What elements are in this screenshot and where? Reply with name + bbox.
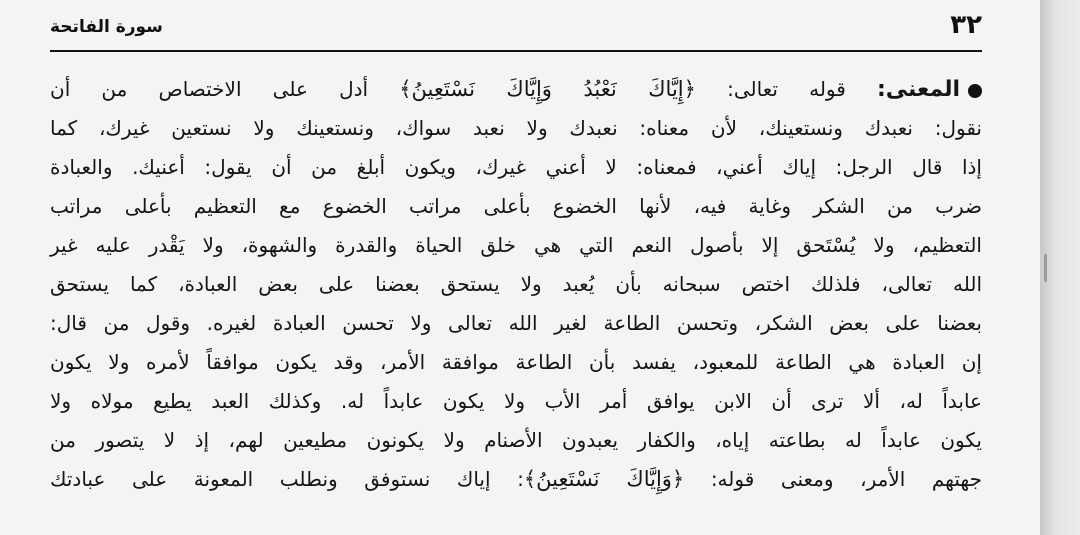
page-number: ٣٢	[950, 10, 982, 40]
section-term: المعنى:	[876, 77, 960, 102]
page-header	[50, 8, 982, 48]
line-text: جهتهم الأمر، ومعنى قوله:	[710, 467, 982, 491]
running-title: سورة الفاتحة	[50, 17, 163, 37]
text-line: يكون عابداً له بطاعته إياه، والكفار يعبدون الأصنام ولا يكونون مطيعين لهم، إذ لا يتصور من	[50, 428, 982, 452]
body-text	[50, 70, 982, 499]
line-text: : إياك نستوفق ونطلب المعونة على عبادتك	[50, 467, 524, 491]
text-line: نقول: نعبدك ونستعينك، لأن معناه: نعبدك ولا نعبد سواك، ونستعينك ولا نستعين غيرك، كما	[50, 116, 982, 140]
scroll-handle[interactable]	[1044, 254, 1047, 282]
text-line	[50, 460, 982, 499]
quran-verse: ﴿إِيَّاكَ نَعْبُدُ وَإِيَّاكَ نَسْتَعِينُ﴾	[399, 77, 696, 101]
bullet-icon	[968, 84, 982, 98]
text-line: إذا قال الرجل: إياك أعني، فمعناه: لا أعني غيرك، ويكون أبلغ من أن يقول: أعنيك. والعبادة	[50, 155, 982, 179]
text-line: بعضنا على بعض الشكر، وتحسن الطاعة لغير الله تعالى ولا تحسن العبادة لغيره. وقول من قال:	[50, 311, 982, 335]
header-rule	[50, 50, 982, 52]
line-text: قوله تعالى:	[727, 77, 846, 101]
line-text: أدل على الاختصاص من أن	[50, 77, 369, 101]
text-line: الله تعالى، فلذلك اختص سبحانه بأن يُعبد ولا يستحق بعضنا على بعض العبادة، كما يستحق	[50, 272, 982, 296]
text-line: التعظيم، ولا يُسْتَحق إلا بأصول النعم التي هي خلق الحياة والقدرة والشهوة، ولا يَقْدر عليه غير	[50, 233, 982, 257]
text-line: ضرب من الشكر وغاية فيه، لأنها الخضوع بأعلى مراتب الخضوع مع التعظيم بأعلى مراتب	[50, 194, 982, 218]
quran-verse: ﴿وَإِيَّاكَ نَسْتَعِينُ﴾	[523, 467, 685, 491]
text-line: إن العبادة هي الطاعة للمعبود، يفسد بأن الطاعة موافقة الأمر، وقد يكون موافقاً لأمره ولا يكون	[50, 350, 982, 374]
text-line: عابداً له، ألا ترى أن الابن يوافق أمر الأب ولا يكون عابداً له. وكذلك العبد يطيع مولاه ولا	[50, 389, 982, 413]
text-line	[50, 70, 982, 109]
